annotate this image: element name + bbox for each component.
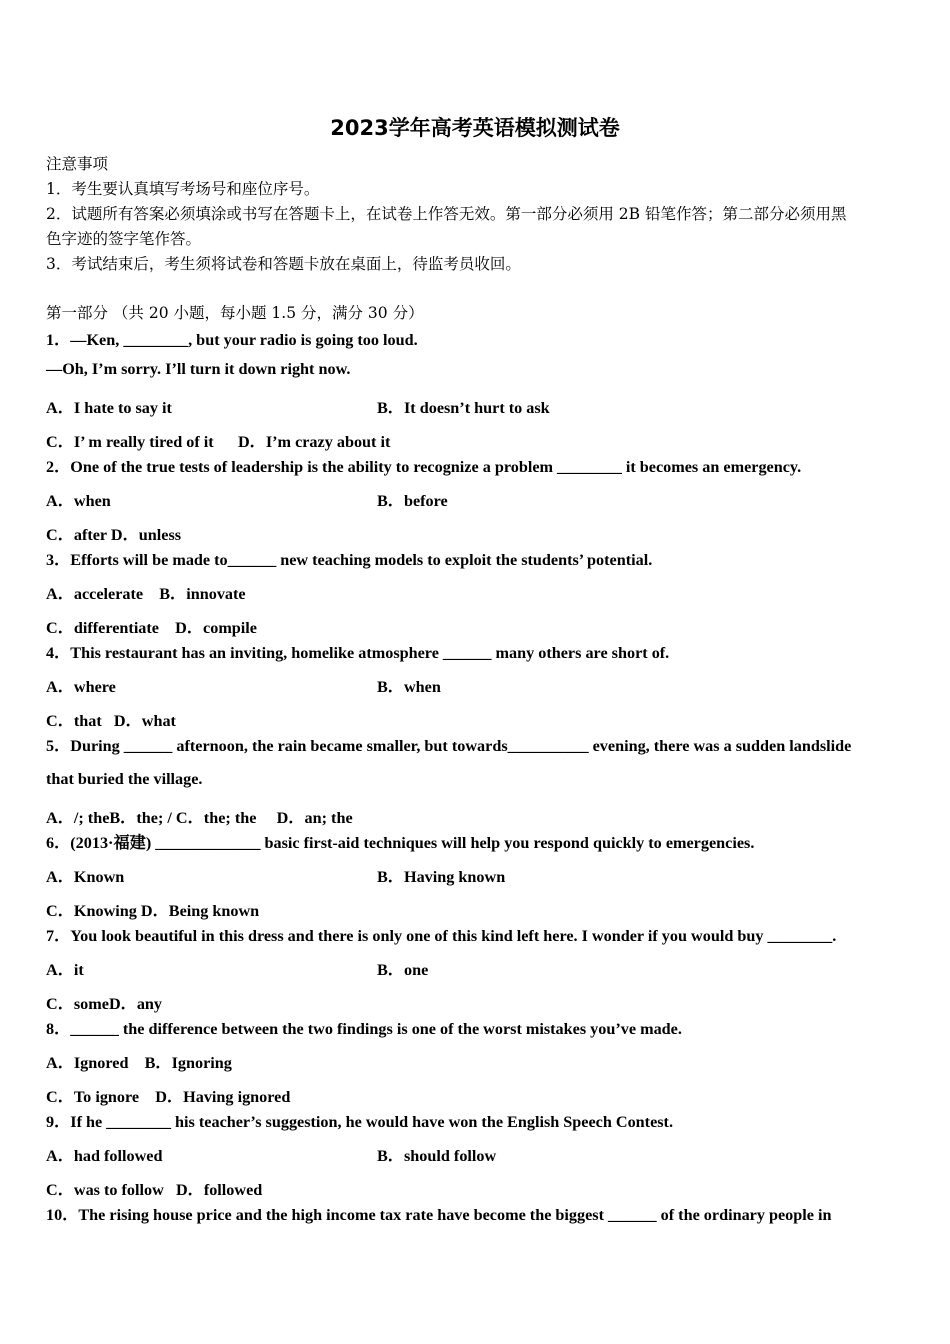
question-stem: 4．This restaurant has an inviting, homelike atmosphere ______ many others are short of.: [46, 644, 670, 662]
question-stem: 5．During ______ afternoon, the rain became smaller, but towards__________ evening, there was a sudden landslide: [46, 737, 852, 755]
notice-line: 3．考试结束后，考生须将试卷和答题卡放在桌面上，待监考员收回。: [46, 255, 521, 273]
question-stem: 6．(2013·福建) _____________ basic first-aid techniques will help you respond quickly to emergencies.: [46, 834, 755, 852]
option-cd: C．someD．any: [46, 995, 163, 1013]
question-stem: 3．Efforts will be made to______ new teaching models to exploit the students’ potential.: [46, 551, 653, 569]
option-b: B．should follow: [377, 1147, 497, 1165]
notice-line: 1．考生要认真填写考场号和座位序号。: [46, 180, 320, 198]
option-a: A．when: [46, 492, 111, 510]
question-stem: 2．One of the true tests of leadership is the ability to recognize a problem ________ it becomes an emergency.: [46, 458, 802, 476]
option-cd: C．differentiate D．compile: [46, 619, 257, 637]
option-b: B．one: [377, 961, 429, 979]
exam-title: 2023学年高考英语模拟测试卷: [330, 116, 620, 140]
option-b: B．It doesn’t hurt to ask: [377, 399, 550, 417]
option-cd: C．that D．what: [46, 712, 176, 730]
option-cd: C．Knowing D．Being known: [46, 902, 260, 920]
option-ab: A．Ignored B．Ignoring: [46, 1054, 232, 1072]
option-b: B．before: [377, 492, 448, 510]
option-a: A．Known: [46, 868, 125, 886]
option-cd: C．was to follow D．followed: [46, 1181, 263, 1199]
option-a: A．I hate to say it: [46, 399, 172, 417]
option-cd: C．after D．unless: [46, 526, 182, 544]
question-stem: 7．You look beautiful in this dress and there is only one of this kind left here. I wonder if you would buy ________.: [46, 927, 837, 945]
option-a: A．had followed: [46, 1147, 163, 1165]
question-stem-cont: that buried the village.: [46, 770, 203, 788]
option-cd: C．To ignore D．Having ignored: [46, 1088, 291, 1106]
question-stem: 1．—Ken, ________, but your radio is going too loud.: [46, 331, 418, 349]
notice-line: 色字迹的签字笔作答。: [46, 230, 202, 248]
option-a: A．where: [46, 678, 116, 696]
option-cd: C．I’ m really tired of it D．I’m crazy about it: [46, 433, 391, 451]
notice-line: 2．试题所有答案必须填涂或书写在答题卡上，在试卷上作答无效。第一部分必须用 2B 铅笔作答；第二部分必须用黑: [46, 205, 847, 223]
notice-heading: 注意事项: [46, 155, 109, 173]
option-b: B．when: [377, 678, 441, 696]
part-heading: 第一部分 （共 20 小题，每小题 1.5 分，满分 30 分）: [46, 304, 424, 322]
question-stem: 9．If he ________ his teacher’s suggestion, he would have won the English Speech Contest.: [46, 1113, 673, 1131]
question-stem-cont: —Oh, I’m sorry. I’ll turn it down right now.: [46, 360, 351, 378]
question-stem: 8．______ the difference between the two findings is one of the worst mistakes you’ve made.: [46, 1020, 682, 1038]
option-b: B．Having known: [377, 868, 506, 886]
option-a: A．it: [46, 961, 84, 979]
option-ab: A．accelerate B．innovate: [46, 585, 246, 603]
question-stem: 10．The rising house price and the high income tax rate have become the biggest ______ of the ordinary people in: [46, 1206, 832, 1224]
option-abcd: A．/; theB．the; / C．the; the D．an; the: [46, 809, 353, 827]
